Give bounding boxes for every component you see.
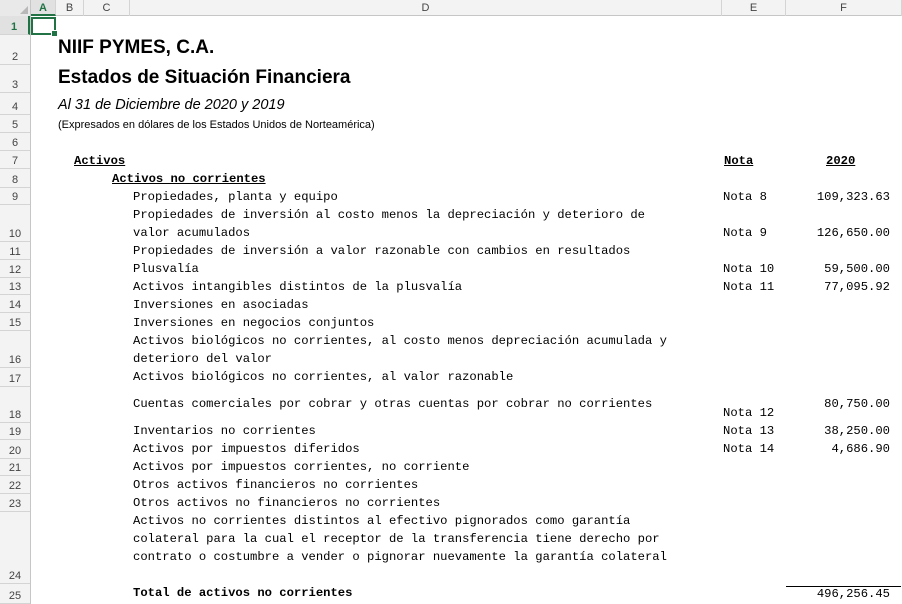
line-amount: 59,500.00 <box>824 262 890 276</box>
row-header[interactable]: 4 <box>0 93 30 115</box>
line-amount: 126,650.00 <box>816 226 890 240</box>
column-header-a[interactable]: A <box>31 0 56 16</box>
line-label: Inversiones en asociadas <box>133 298 309 312</box>
line-label: Plusvalía <box>133 262 199 276</box>
company-name: NIIF PYMES, C.A. <box>58 37 215 58</box>
line-nota: Nota 14 <box>723 442 775 456</box>
line-nota: Nota 8 <box>723 190 767 204</box>
line-label: Cuentas comerciales por cobrar y otras cuentas por cobrar no corrientes <box>133 397 653 411</box>
section-activos: Activos <box>74 154 126 168</box>
column-header-d[interactable]: D <box>130 0 722 16</box>
row-header[interactable]: 11 <box>0 242 30 260</box>
subsection-activos-no-corrientes: Activos no corrientes <box>112 172 266 186</box>
line-nota: Nota 10 <box>723 262 775 276</box>
line-label: Activos no corrientes distintos al efectivo pignorados como garantía <box>133 514 631 528</box>
row-header[interactable]: 23 <box>0 494 30 512</box>
line-nota: Nota 13 <box>723 424 775 438</box>
line-label: Inventarios no corrientes <box>133 424 316 438</box>
line-label: Activos intangibles distintos de la plusvalía <box>133 280 463 294</box>
line-amount: 4,686.90 <box>831 442 890 456</box>
row-header[interactable]: 15 <box>0 313 30 331</box>
line-label: Activos biológicos no corrientes, al valor razonable <box>133 370 514 384</box>
line-nota: Nota 11 <box>723 280 775 294</box>
column-header-e[interactable]: E <box>722 0 786 16</box>
row-header[interactable]: 25 <box>0 584 30 604</box>
row-header[interactable]: 9 <box>0 188 30 205</box>
row-header[interactable]: 16 <box>0 331 30 368</box>
line-label: valor acumulados <box>133 226 251 240</box>
statement-title: Estados de Situación Financiera <box>58 67 351 88</box>
row-header[interactable]: 20 <box>0 440 30 459</box>
statement-date: Al 31 de Diciembre de 2020 y 2019 <box>58 97 285 113</box>
row-header-bar <box>0 16 31 604</box>
line-label: Otros activos no financieros no corrientes <box>133 496 441 510</box>
row-header[interactable]: 12 <box>0 260 30 278</box>
row-header[interactable]: 24 <box>0 512 30 584</box>
line-label: Activos por impuestos corrientes, no corriente <box>133 460 470 474</box>
total-label: Total de activos no corrientes <box>133 586 353 600</box>
line-nota: Nota 12 <box>723 406 775 420</box>
line-label: Activos por impuestos diferidos <box>133 442 360 456</box>
currency-note: (Expresados en dólares de los Estados Unidos de Norteamérica) <box>58 119 375 131</box>
line-label: Otros activos financieros no corrientes <box>133 478 419 492</box>
total-amount: 496,256.45 <box>816 587 890 601</box>
row-header[interactable]: 21 <box>0 459 30 476</box>
line-label: deterioro del valor <box>133 352 272 366</box>
active-cell-a1[interactable] <box>31 17 56 35</box>
line-amount: 80,750.00 <box>824 397 890 411</box>
column-header-c[interactable]: C <box>84 0 130 16</box>
line-nota: Nota 9 <box>723 226 767 240</box>
column-header-f[interactable]: F <box>786 0 902 16</box>
line-label: Propiedades, planta y equipo <box>133 190 338 204</box>
line-amount: 77,095.92 <box>824 280 890 294</box>
line-label: Inversiones en negocios conjuntos <box>133 316 375 330</box>
column-header-b[interactable]: B <box>56 0 84 16</box>
column-header-bar <box>0 0 902 16</box>
row-header[interactable]: 5 <box>0 115 30 133</box>
line-amount: 109,323.63 <box>816 190 890 204</box>
row-header[interactable]: 13 <box>0 278 30 295</box>
row-header[interactable]: 1 <box>0 16 30 35</box>
row-header[interactable]: 8 <box>0 169 30 188</box>
line-label: Activos biológicos no corrientes, al costo menos depreciación acumulada y <box>133 334 667 348</box>
line-amount: 38,250.00 <box>824 424 890 438</box>
line-label: contrato o costumbre a vender o pignorar nuevamente la garantía colateral <box>133 550 667 564</box>
line-label: Propiedades de inversión a valor razonable con cambios en resultados <box>133 244 631 258</box>
row-header[interactable]: 6 <box>0 133 30 151</box>
row-header[interactable]: 17 <box>0 368 30 387</box>
row-header[interactable]: 2 <box>0 35 30 65</box>
row-header[interactable]: 7 <box>0 151 30 169</box>
row-header[interactable]: 14 <box>0 295 30 313</box>
nota-header: Nota <box>724 154 754 168</box>
select-all-corner[interactable] <box>0 0 31 16</box>
row-header[interactable]: 19 <box>0 423 30 440</box>
row-header[interactable]: 3 <box>0 65 30 93</box>
line-label: colateral para la cual el receptor de la transferencia tiene derecho por <box>133 532 660 546</box>
row-header[interactable]: 10 <box>0 205 30 242</box>
row-header[interactable]: 22 <box>0 476 30 494</box>
row-header[interactable]: 18 <box>0 387 30 423</box>
line-label: Propiedades de inversión al costo menos la depreciación y deterioro de <box>133 208 645 222</box>
year-header: 2020 <box>826 154 856 168</box>
